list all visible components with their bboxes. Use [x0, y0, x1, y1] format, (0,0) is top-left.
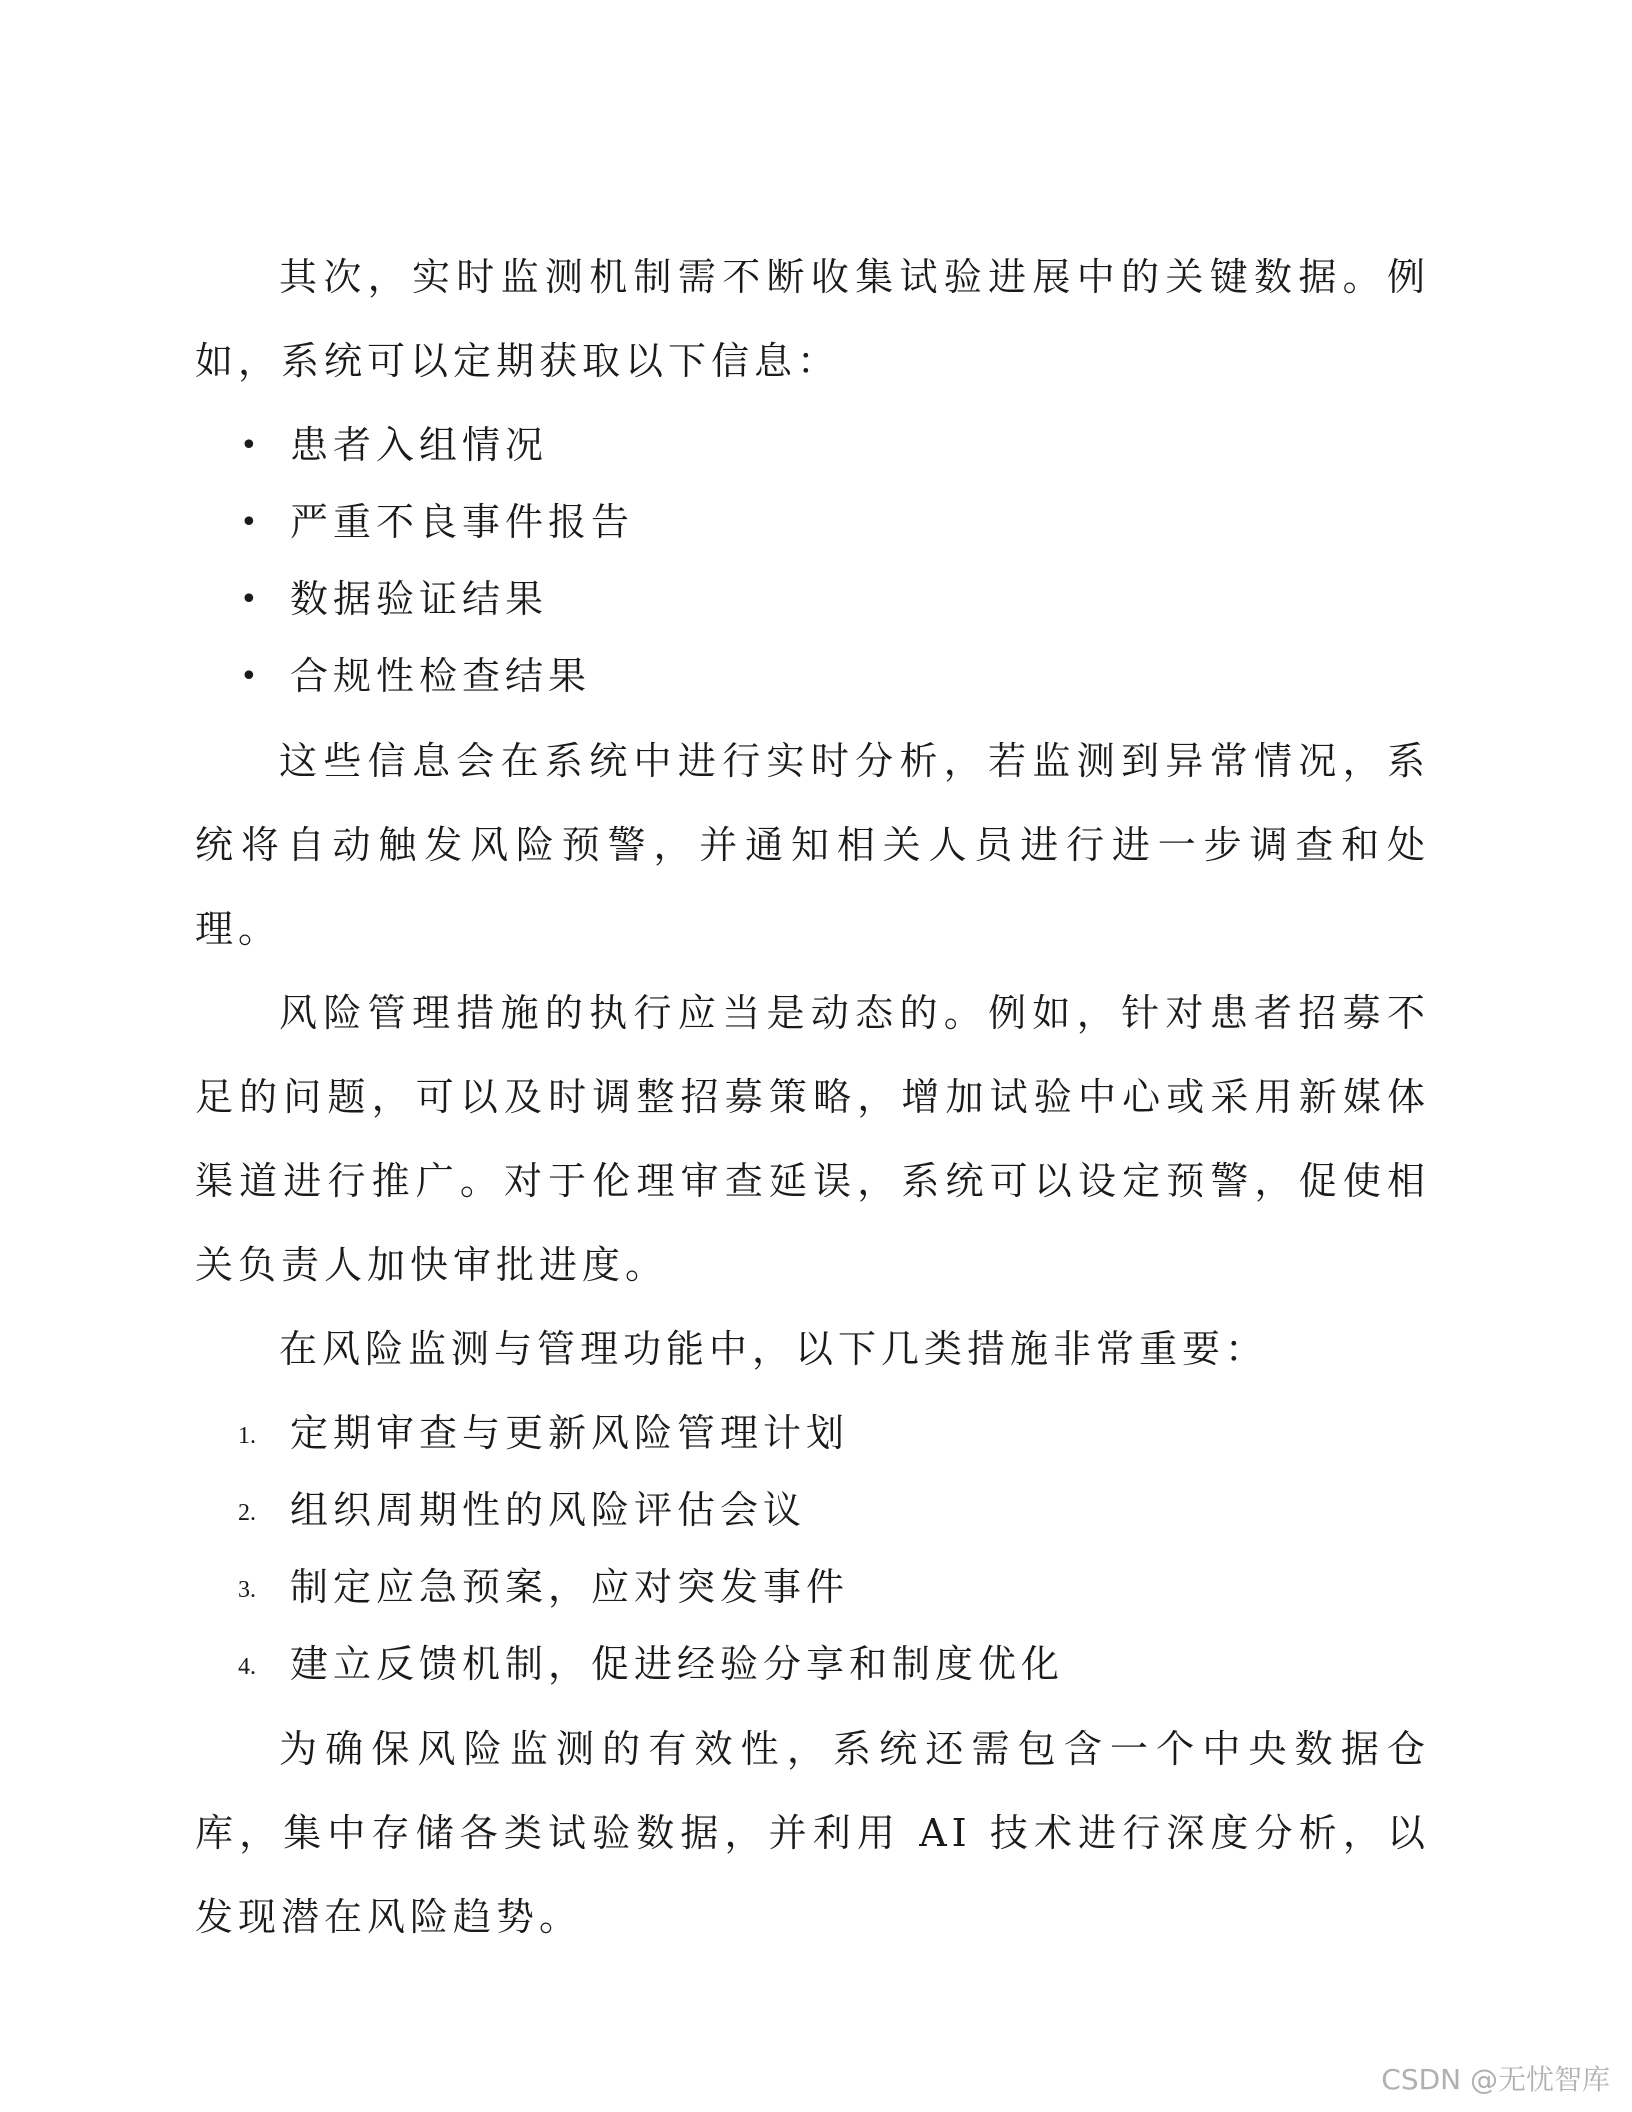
list-item-text: 数据验证结果 — [290, 577, 549, 621]
paragraph-data-warehouse: 为确保风险监测的有效性，系统还需包含一个中央数据仓库，集中存储各类试验数据，并利用 AI 技术进行深度分析，以发现潜在风险趋势。 — [195, 1727, 1430, 1939]
list-item-text: 定期审查与更新风险管理计划 — [290, 1411, 850, 1455]
list-item — [195, 407, 1430, 484]
list-item — [195, 1626, 1430, 1703]
list-item-text: 建立反馈机制，促进经验分享和制度优化 — [290, 1642, 1065, 1686]
list-item-text: 制定应急预案，应对突发事件 — [290, 1565, 850, 1609]
number-marker: 2. — [238, 1500, 256, 1526]
list-item — [195, 1472, 1430, 1549]
bullet-marker: • — [240, 428, 258, 463]
bullet-marker: • — [240, 582, 258, 617]
number-marker: 3. — [238, 1577, 256, 1603]
numbered-list — [195, 1395, 1430, 1703]
list-item-text: 组织周期性的风险评估会议 — [290, 1488, 807, 1532]
document-body — [195, 235, 1430, 1959]
list-item-text: 合规性检查结果 — [290, 654, 592, 698]
number-marker: 4. — [238, 1654, 256, 1680]
bullet-marker: • — [240, 505, 258, 540]
bullet-marker: • — [240, 659, 258, 694]
paragraph-dynamic-measures: 风险管理措施的执行应当是动态的。例如，针对患者招募不足的问题，可以及时调整招募策略，增加试验中心或采用新媒体渠道进行推广。对于伦理审查延误，系统可以设定预警，促使相关负责人加快审批进度。 — [195, 991, 1430, 1287]
watermark: CSDN @无忧智库 — [1381, 2063, 1610, 2096]
paragraph-measures-intro: 在风险监测与管理功能中，以下几类措施非常重要： — [279, 1327, 1269, 1371]
list-item — [195, 484, 1430, 561]
list-item — [195, 638, 1430, 715]
list-item-text: 严重不良事件报告 — [290, 500, 635, 544]
list-item — [195, 561, 1430, 638]
paragraph-realtime-monitoring: 其次，实时监测机制需不断收集试验进展中的关键数据。例如，系统可以定期获取以下信息： — [195, 255, 1430, 383]
list-item-text: 患者入组情况 — [290, 423, 549, 467]
list-item — [195, 1395, 1430, 1472]
number-marker: 1. — [238, 1423, 256, 1449]
bullet-list — [195, 407, 1430, 715]
list-item — [195, 1549, 1430, 1626]
paragraph-risk-alert: 这些信息会在系统中进行实时分析，若监测到异常情况，系统将自动触发风险预警，并通知相关人员进行进一步调查和处理。 — [195, 739, 1430, 951]
